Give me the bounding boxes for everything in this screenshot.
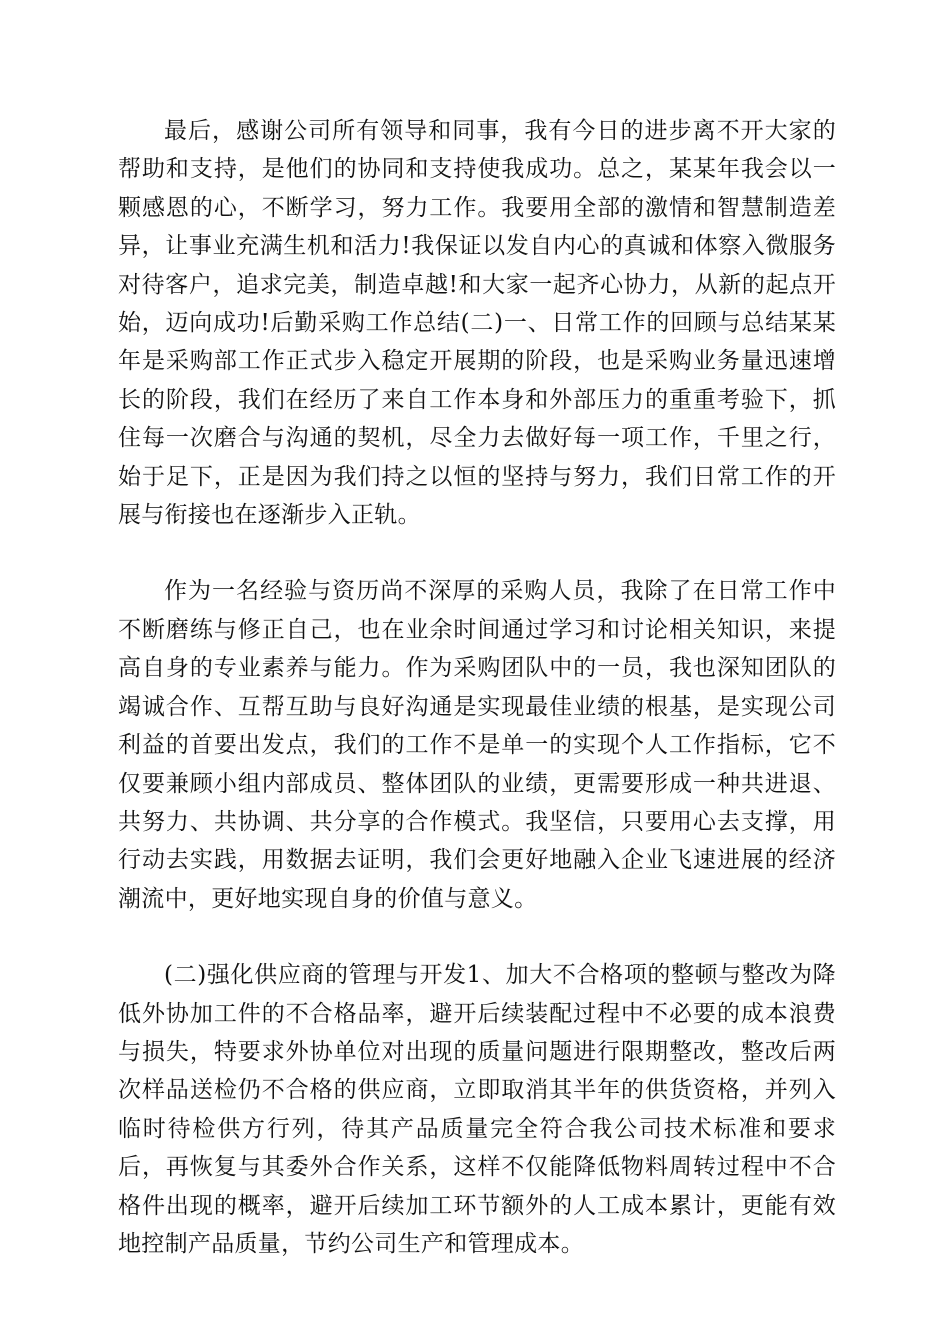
paragraph-supplier-management: (二)强化供应商的管理与开发1、加大不合格项的整顿与整改为降低外协加工件的不合格品率，避开后续装配过程中不必要的成本浪费与损失，特要求外协单位对出现的质量问题进行限期整改，整改后两次样品送检仍不合格的供应商，立即取消其半年的供货资格，并列入临时待检供方行列，待其产品质量完全符合我公司技术标准和要求后，再恢复与其委外合作关系，这样不仅能降低物料周转过程中不合格件出现的概率，避开后续加工环节额外的人工成本累计，更能有效地控制产品质量，节约公司生产和管理成本。 xyxy=(118,962,836,1257)
paragraph-spacer xyxy=(118,534,836,572)
paragraph-team-cooperation: 作为一名经验与资历尚不深厚的采购人员，我除了在日常工作中不断磨练与修正自己，也在业余时间通过学习和讨论相关知识，来提高自身的专业素养与能力。作为采购团队中的一员，我也深知团队的竭诚合作、互帮互助与良好沟通是实现最佳业绩的根基，是实现公司利益的首要出发点，我们的工作不是单一的实现个人工作指标，它不仅要兼顾小组内部成员、整体团队的业绩，更需要形成一种共进退、共努力、共协调、共分享的合作模式。我坚信，只要用心去支撑，用行动去实践，用数据去证明，我们会更好地融入企业飞速进展的经济潮流中，更好地实现自身的价值与意义。 xyxy=(118,578,836,912)
document-body xyxy=(118,112,836,1263)
paragraph-closing-thanks: 最后，感谢公司所有领导和同事，我有今日的进步离不开大家的帮助和支持，是他们的协同和支持使我成功。总之，某某年我会以一颗感恩的心，不断学习，努力工作。我要用全部的激情和智慧制造差异，让事业充满生机和活力!我保证以发自内心的真诚和体察入微服务对待客户，追求完美，制造卓越!和大家一起齐心协力，从新的起点开始，迈向成功!后勤采购工作总结(二)一、日常工作的回顾与总结某某年是采购部工作正式步入稳定开展期的阶段，也是采购业务量迅速增长的阶段，我们在经历了来自工作本身和外部压力的重重考验下，抓住每一次磨合与沟通的契机，尽全力去做好每一项工作，千里之行，始于足下，正是因为我们持之以恒的坚持与努力，我们日常工作的开展与衔接也在逐渐步入正轨。 xyxy=(118,118,836,529)
paragraph-spacer xyxy=(118,918,836,956)
